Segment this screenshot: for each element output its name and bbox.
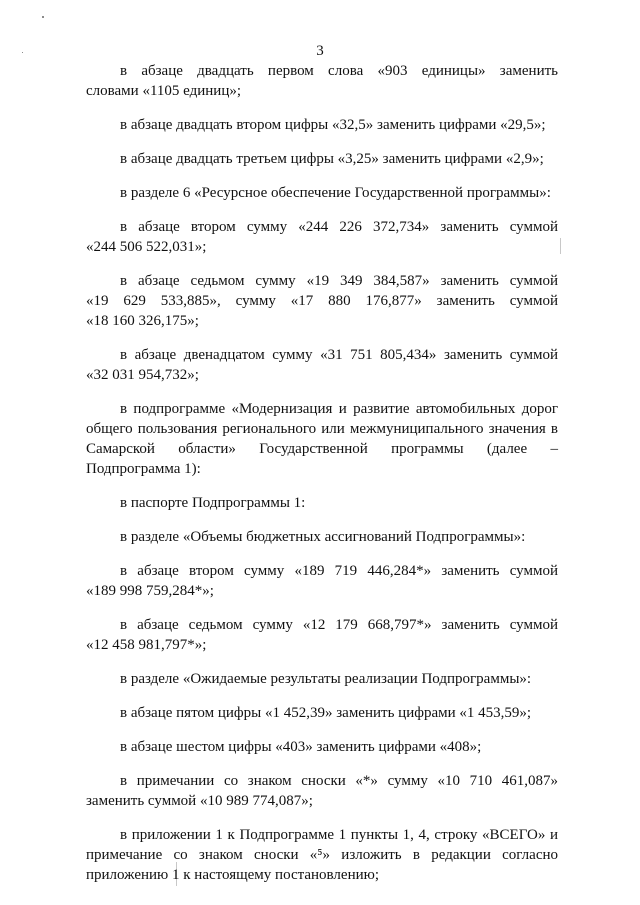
document-body bbox=[86, 61, 558, 899]
text-line: в абзаце двенадцатом сумму «31 751 805,434» заменить суммой bbox=[120, 347, 558, 363]
paragraph-4: в разделе 6 «Ресурсное обеспечение Государственной программы»: bbox=[120, 185, 551, 201]
text-line: в абзаце втором сумму «244 226 372,734» заменить суммой bbox=[120, 219, 558, 235]
scan-speck bbox=[42, 16, 44, 18]
paragraph-17 bbox=[86, 825, 558, 885]
text-line: в абзаце седьмом сумму «19 349 384,587» заменить суммой bbox=[120, 273, 558, 289]
text-line: «244 506 522,031»; bbox=[86, 239, 207, 255]
text-line: в подпрограмме «Модернизация и развитие автомобильных дорог bbox=[120, 401, 558, 417]
paragraph-11 bbox=[86, 561, 558, 601]
text-line: «32 031 954,732»; bbox=[86, 367, 199, 383]
paragraph-1 bbox=[86, 61, 558, 101]
paragraph-5 bbox=[86, 217, 558, 257]
paragraph-9: в паспорте Подпрограммы 1: bbox=[120, 495, 306, 511]
text-line: «189 998 759,284*»; bbox=[86, 583, 214, 599]
text-line: приложению 1 к настоящему постановлению; bbox=[86, 867, 379, 883]
text-line: заменить суммой «10 989 774,087»; bbox=[86, 793, 313, 809]
scan-artifact-line bbox=[560, 238, 561, 254]
text-line: «19 629 533,885», сумму «17 880 176,877» заменить суммой bbox=[86, 293, 558, 309]
paragraph-12 bbox=[86, 615, 558, 655]
text-line: в абзаце двадцать первом слова «903 единицы» заменить bbox=[120, 63, 558, 79]
paragraph-13: в разделе «Ожидаемые результаты реализации Подпрограммы»: bbox=[120, 671, 532, 687]
text-line: Самарской области» Государственной программы (далее – Подпрограмма 1): bbox=[86, 441, 558, 477]
text-line: словами «1105 единиц»; bbox=[86, 83, 242, 99]
paragraph-8 bbox=[86, 399, 558, 479]
paragraph-3: в абзаце двадцать третьем цифры «3,25» заменить цифрами «2,9»; bbox=[120, 151, 544, 167]
text-line: «18 160 326,175»; bbox=[86, 313, 199, 329]
text-line: общего пользования регионального или межмуниципального значения в bbox=[86, 421, 558, 437]
text-line: в абзаце седьмом сумму «12 179 668,797*» заменить суммой bbox=[120, 617, 558, 633]
paragraph-10: в разделе «Объемы бюджетных ассигнований Подпрограммы»: bbox=[120, 529, 526, 545]
text-line: примечание со знаком сноски «⁵» изложить в редакции согласно bbox=[86, 847, 558, 863]
page-number: 3 bbox=[316, 43, 324, 59]
paragraph-2: в абзаце двадцать втором цифры «32,5» заменить цифрами «29,5»; bbox=[120, 117, 546, 133]
text-line: в примечании со знаком сноски «*» сумму «10 710 461,087» bbox=[120, 773, 558, 789]
paragraph-6 bbox=[86, 271, 558, 331]
text-line: в абзаце втором сумму «189 719 446,284*» заменить суммой bbox=[120, 563, 558, 579]
paragraph-14: в абзаце пятом цифры «1 452,39» заменить цифрами «1 453,59»; bbox=[120, 705, 532, 721]
text-line: в приложении 1 к Подпрограмме 1 пункты 1, 4, строку «ВСЕГО» и bbox=[120, 827, 558, 843]
paragraph-15: в абзаце шестом цифры «403» заменить цифрами «408»; bbox=[120, 739, 482, 755]
paragraph-16 bbox=[86, 771, 558, 811]
paragraph-7 bbox=[86, 345, 558, 385]
text-line: «12 458 981,797*»; bbox=[86, 637, 207, 653]
